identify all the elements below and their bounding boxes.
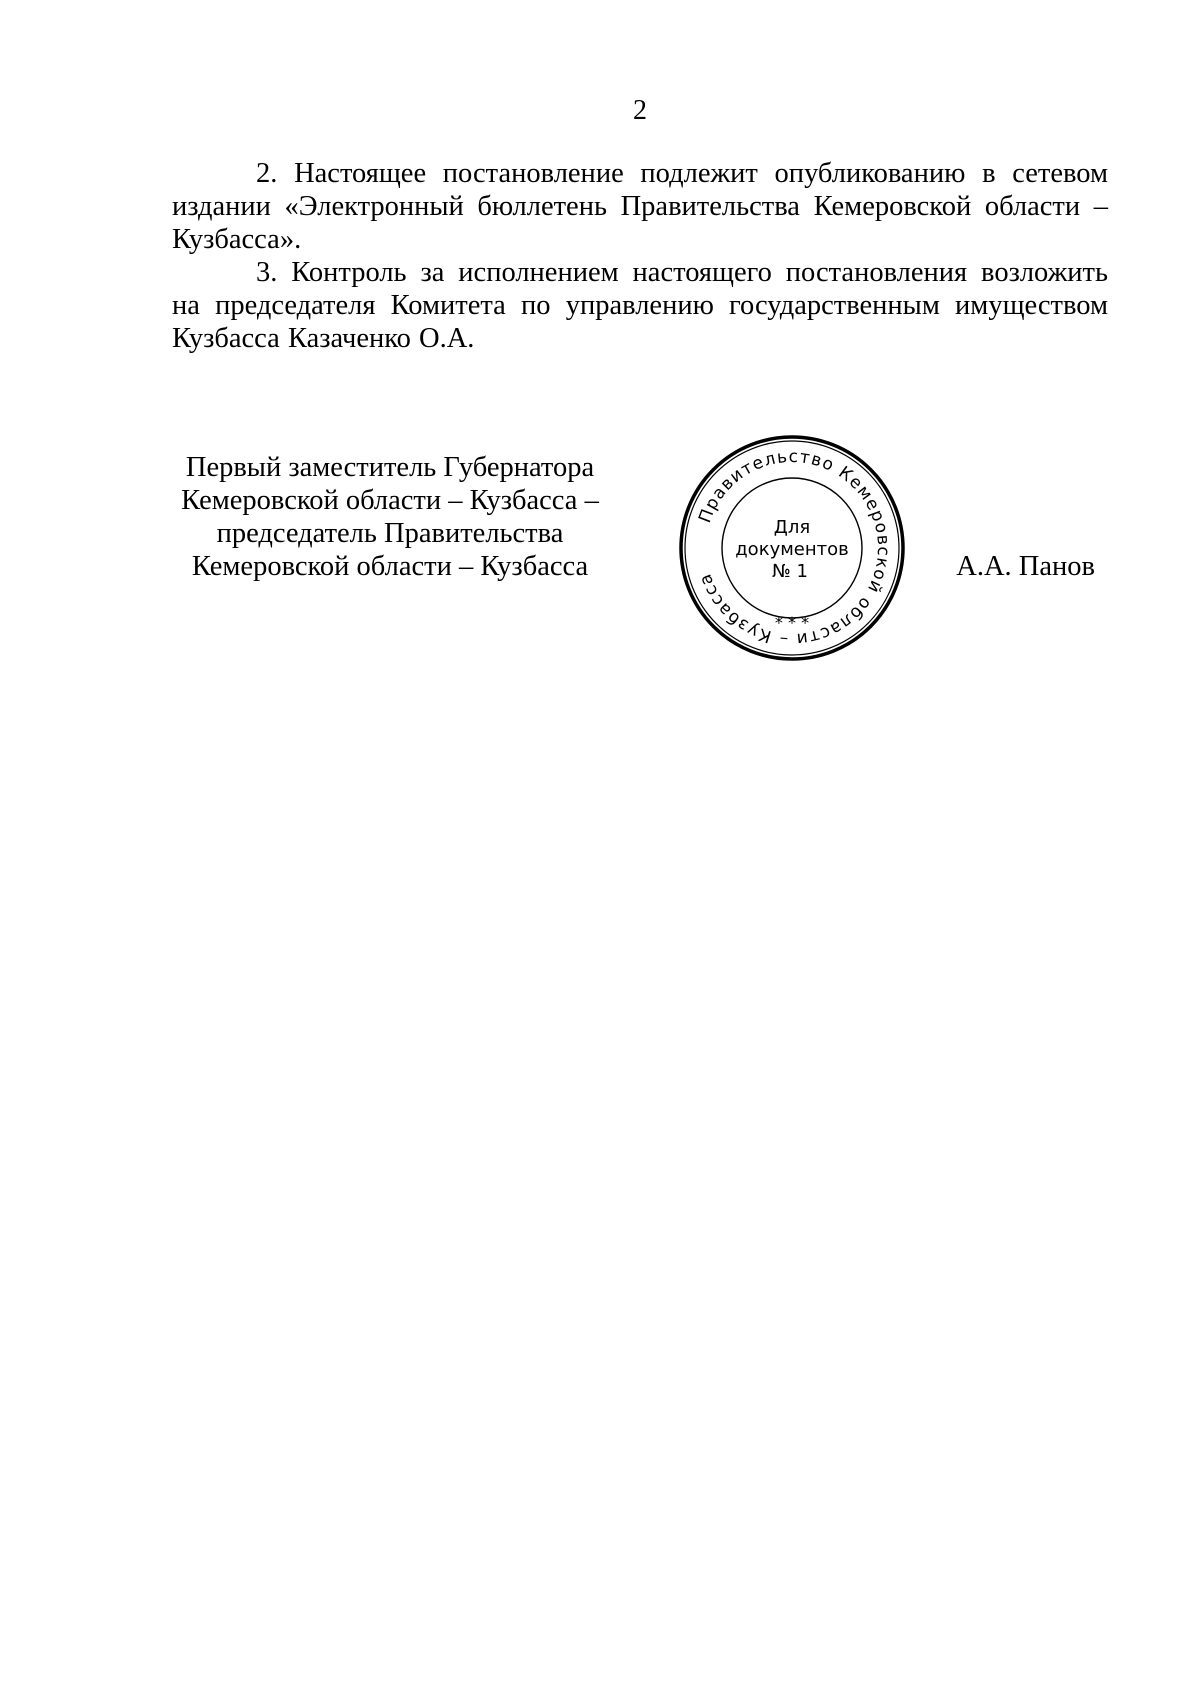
signature-position bbox=[160, 451, 620, 583]
signature-position-line: председатель Правительства bbox=[216, 518, 564, 549]
seal-center-line: № 1 bbox=[772, 561, 808, 582]
document-body bbox=[172, 157, 1108, 355]
seal-stamp-graphic bbox=[676, 432, 908, 664]
signature-position-line: Кемеровской области – Кузбасса bbox=[191, 551, 589, 582]
seal-stars: * * * bbox=[774, 613, 810, 632]
seal-center-line: документов bbox=[735, 539, 849, 560]
page-number: 2 bbox=[633, 95, 647, 126]
official-seal bbox=[676, 432, 908, 664]
signer-name: А.А. Панов bbox=[956, 551, 1095, 582]
signature-position-line: Кемеровской области – Кузбасса – bbox=[181, 485, 599, 516]
signature-position-line: Первый заместитель Губернатора bbox=[185, 452, 595, 483]
paragraph-publication: 2. Настоящее постановление подлежит опубликованию в сетевом издании «Электронный бюллетень Правительства Кемеровской области – Кузбасса». bbox=[172, 158, 1108, 255]
seal-ring-text: Правительство Кемеровской области – Кузбасса bbox=[695, 446, 894, 650]
paragraph-control: 3. Контроль за исполнением настоящего постановления возложить на председателя Комитета по управлению государственным имуществом Кузбасса Казаченко О.А. bbox=[172, 257, 1108, 354]
seal-center-line: Для bbox=[773, 517, 811, 538]
